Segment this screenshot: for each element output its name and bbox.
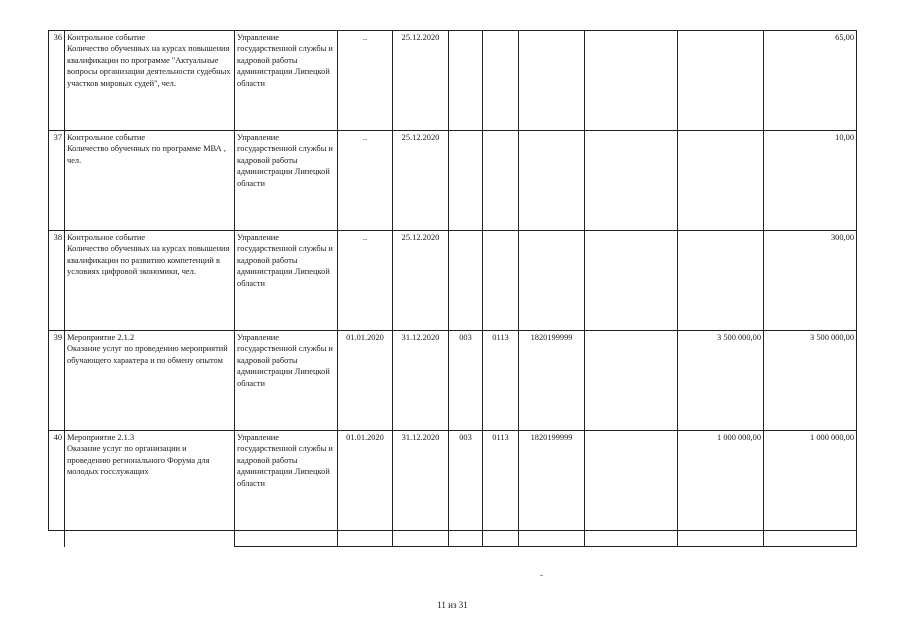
grbs-code-cell [449, 131, 483, 231]
row-number-cell: 38 [49, 231, 65, 331]
value-col-10-cell [678, 31, 764, 131]
table-row [49, 31, 857, 131]
total-value-cell: 3 500 000,00 [764, 331, 857, 431]
executor-cell: Управление государственной службы и кадровой работы администрации Липецкой области [235, 31, 338, 131]
total-value-cell: 65,00 [764, 31, 857, 131]
event-name-cell: Контрольное событие Количество обученных на курсах повышения квалификации по развитию компетенций в условиях цифровой экономики, чел. [65, 231, 235, 331]
table-body [49, 31, 857, 531]
program-table [48, 30, 857, 547]
rzpr-code-cell [483, 31, 519, 131]
executor-cell: Управление государственной службы и кадровой работы администрации Липецкой области [235, 131, 338, 231]
total-value-cell: 1 000 000,00 [764, 431, 857, 531]
executor-cell: Управление государственной службы и кадровой работы администрации Липецкой области [235, 431, 338, 531]
rzpr-code-cell [483, 231, 519, 331]
rzpr-code-cell: 0113 [483, 331, 519, 431]
value-col-9-cell [585, 431, 678, 531]
table-tail-row [49, 531, 857, 547]
start-date-cell: .. [338, 231, 393, 331]
csr-code-cell: 1820199999 [519, 431, 585, 531]
grbs-code-cell: 003 [449, 331, 483, 431]
grbs-code-cell [449, 231, 483, 331]
value-col-9-cell [585, 231, 678, 331]
executor-cell: Управление государственной службы и кадровой работы администрации Липецкой области [235, 231, 338, 331]
end-date-cell: 25.12.2020 [393, 231, 449, 331]
grbs-code-cell [449, 31, 483, 131]
event-name-cell: Контрольное событие Количество обученных на курсах повышения квалификации по программе "Актуальные вопросы организации деятельности судебных участков мировых судей", чел. [65, 31, 235, 131]
row-number-cell: 40 [49, 431, 65, 531]
end-date-cell: 31.12.2020 [393, 331, 449, 431]
value-col-9-cell [585, 131, 678, 231]
end-date-cell: 31.12.2020 [393, 431, 449, 531]
event-name-cell: Контрольное событие Количество обученных по программе МВА , чел. [65, 131, 235, 231]
executor-cell: Управление государственной службы и кадровой работы администрации Липецкой области [235, 331, 338, 431]
grbs-code-cell: 003 [449, 431, 483, 531]
scan-speck [540, 575, 543, 576]
event-name-cell: Мероприятие 2.1.2 Оказание услуг по проведению мероприятий обучающего характера и по обмену опытом [65, 331, 235, 431]
end-date-cell: 25.12.2020 [393, 131, 449, 231]
value-col-9-cell [585, 31, 678, 131]
start-date-cell: 01.01.2020 [338, 431, 393, 531]
value-col-10-cell [678, 231, 764, 331]
total-value-cell: 300,00 [764, 231, 857, 331]
rzpr-code-cell [483, 131, 519, 231]
table-row [49, 231, 857, 331]
row-number-cell: 37 [49, 131, 65, 231]
row-number-cell: 36 [49, 31, 65, 131]
value-col-10-cell [678, 131, 764, 231]
csr-code-cell [519, 31, 585, 131]
value-col-10-cell: 1 000 000,00 [678, 431, 764, 531]
rzpr-code-cell: 0113 [483, 431, 519, 531]
value-col-10-cell: 3 500 000,00 [678, 331, 764, 431]
csr-code-cell: 1820199999 [519, 331, 585, 431]
start-date-cell: .. [338, 131, 393, 231]
table-row [49, 331, 857, 431]
end-date-cell: 25.12.2020 [393, 31, 449, 131]
page-number: 11 из 31 [437, 600, 468, 610]
csr-code-cell [519, 231, 585, 331]
row-number-cell: 39 [49, 331, 65, 431]
value-col-9-cell [585, 331, 678, 431]
event-name-cell: Мероприятие 2.1.3 Оказание услуг по организации и проведению регионального Форума для молодых госслужащих [65, 431, 235, 531]
table-row [49, 431, 857, 531]
total-value-cell: 10,00 [764, 131, 857, 231]
table-row [49, 131, 857, 231]
csr-code-cell [519, 131, 585, 231]
start-date-cell: .. [338, 31, 393, 131]
start-date-cell: 01.01.2020 [338, 331, 393, 431]
